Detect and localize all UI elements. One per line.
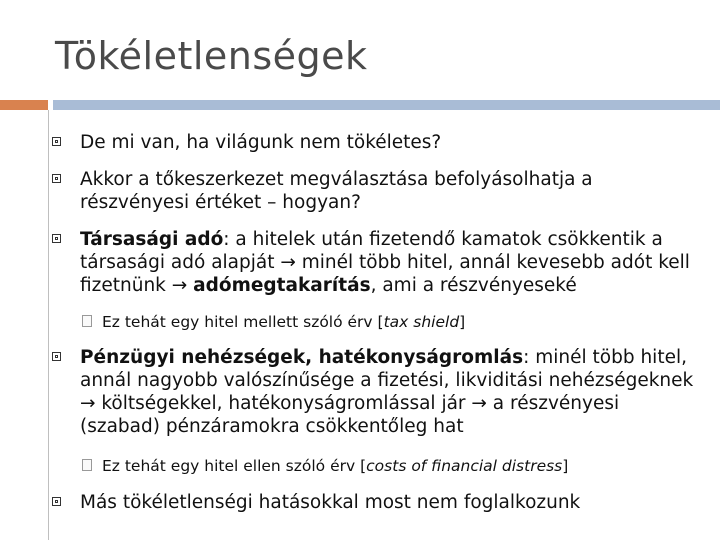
sub-italic-term: costs of financial distress: [366, 457, 563, 475]
bullet-text: De mi van, ha világunk nem tökéletes?: [80, 132, 442, 153]
bullet-item-4: [80, 346, 700, 438]
sub-italic-term: tax shield: [383, 313, 460, 331]
bullet-text: Akkor a tőkeszerkezet megválasztása befolyásolhatja a részvényesi értéket – hogyan?: [80, 169, 593, 213]
bullet-text: : minél több hitel, annál nagyobb valószínűsége a fizetési, likviditási nehézségeknek → költségekkel, hatékonyságromlással jár → a részvényesi (szabad) pénzáramokra csökkentőleg hat: [80, 347, 694, 437]
square-bullet-icon: [52, 137, 61, 146]
sub-item-1: [102, 312, 702, 332]
square-bullet-icon: [52, 174, 61, 183]
square-bullet-icon: [52, 352, 61, 361]
bullet-item-2: [80, 168, 700, 214]
title-rule-accent: [0, 100, 48, 110]
bullet-bold-term: adómegtakarítás: [193, 275, 371, 296]
left-divider: [48, 110, 49, 540]
bullet-bold-term: Társasági adó: [80, 229, 224, 250]
slide-title: Tökéletlenségek: [55, 34, 368, 78]
title-rule: [53, 100, 720, 110]
bullet-bold-term: Pénzügyi nehézségek, hatékonyságromlás: [80, 347, 524, 368]
sub-text: ]: [459, 313, 466, 331]
sub-bullet-icon: [82, 315, 92, 327]
bullet-item-5: [80, 491, 700, 514]
sub-bullet-icon: [82, 459, 92, 471]
sub-item-2: [102, 456, 702, 476]
square-bullet-icon: [52, 497, 61, 506]
square-bullet-icon: [52, 234, 61, 243]
bullet-item-1: [80, 131, 700, 154]
sub-text: Ez tehát egy hitel mellett szóló érv [: [102, 313, 384, 331]
bullet-text: , ami a részvényeseké: [370, 275, 577, 296]
sub-text: Ez tehát egy hitel ellen szóló érv [: [102, 457, 367, 475]
bullet-item-3: [80, 228, 700, 297]
bullet-text: : a hitelek után fizetendő kamatok csökkentik a társasági adó alapját → minél több hitel, annál kevesebb adót kell fizetnünk →: [80, 229, 690, 296]
sub-text: ]: [562, 457, 569, 475]
bullet-text: Más tökéletlenségi hatásokkal most nem foglalkozunk: [80, 492, 581, 513]
